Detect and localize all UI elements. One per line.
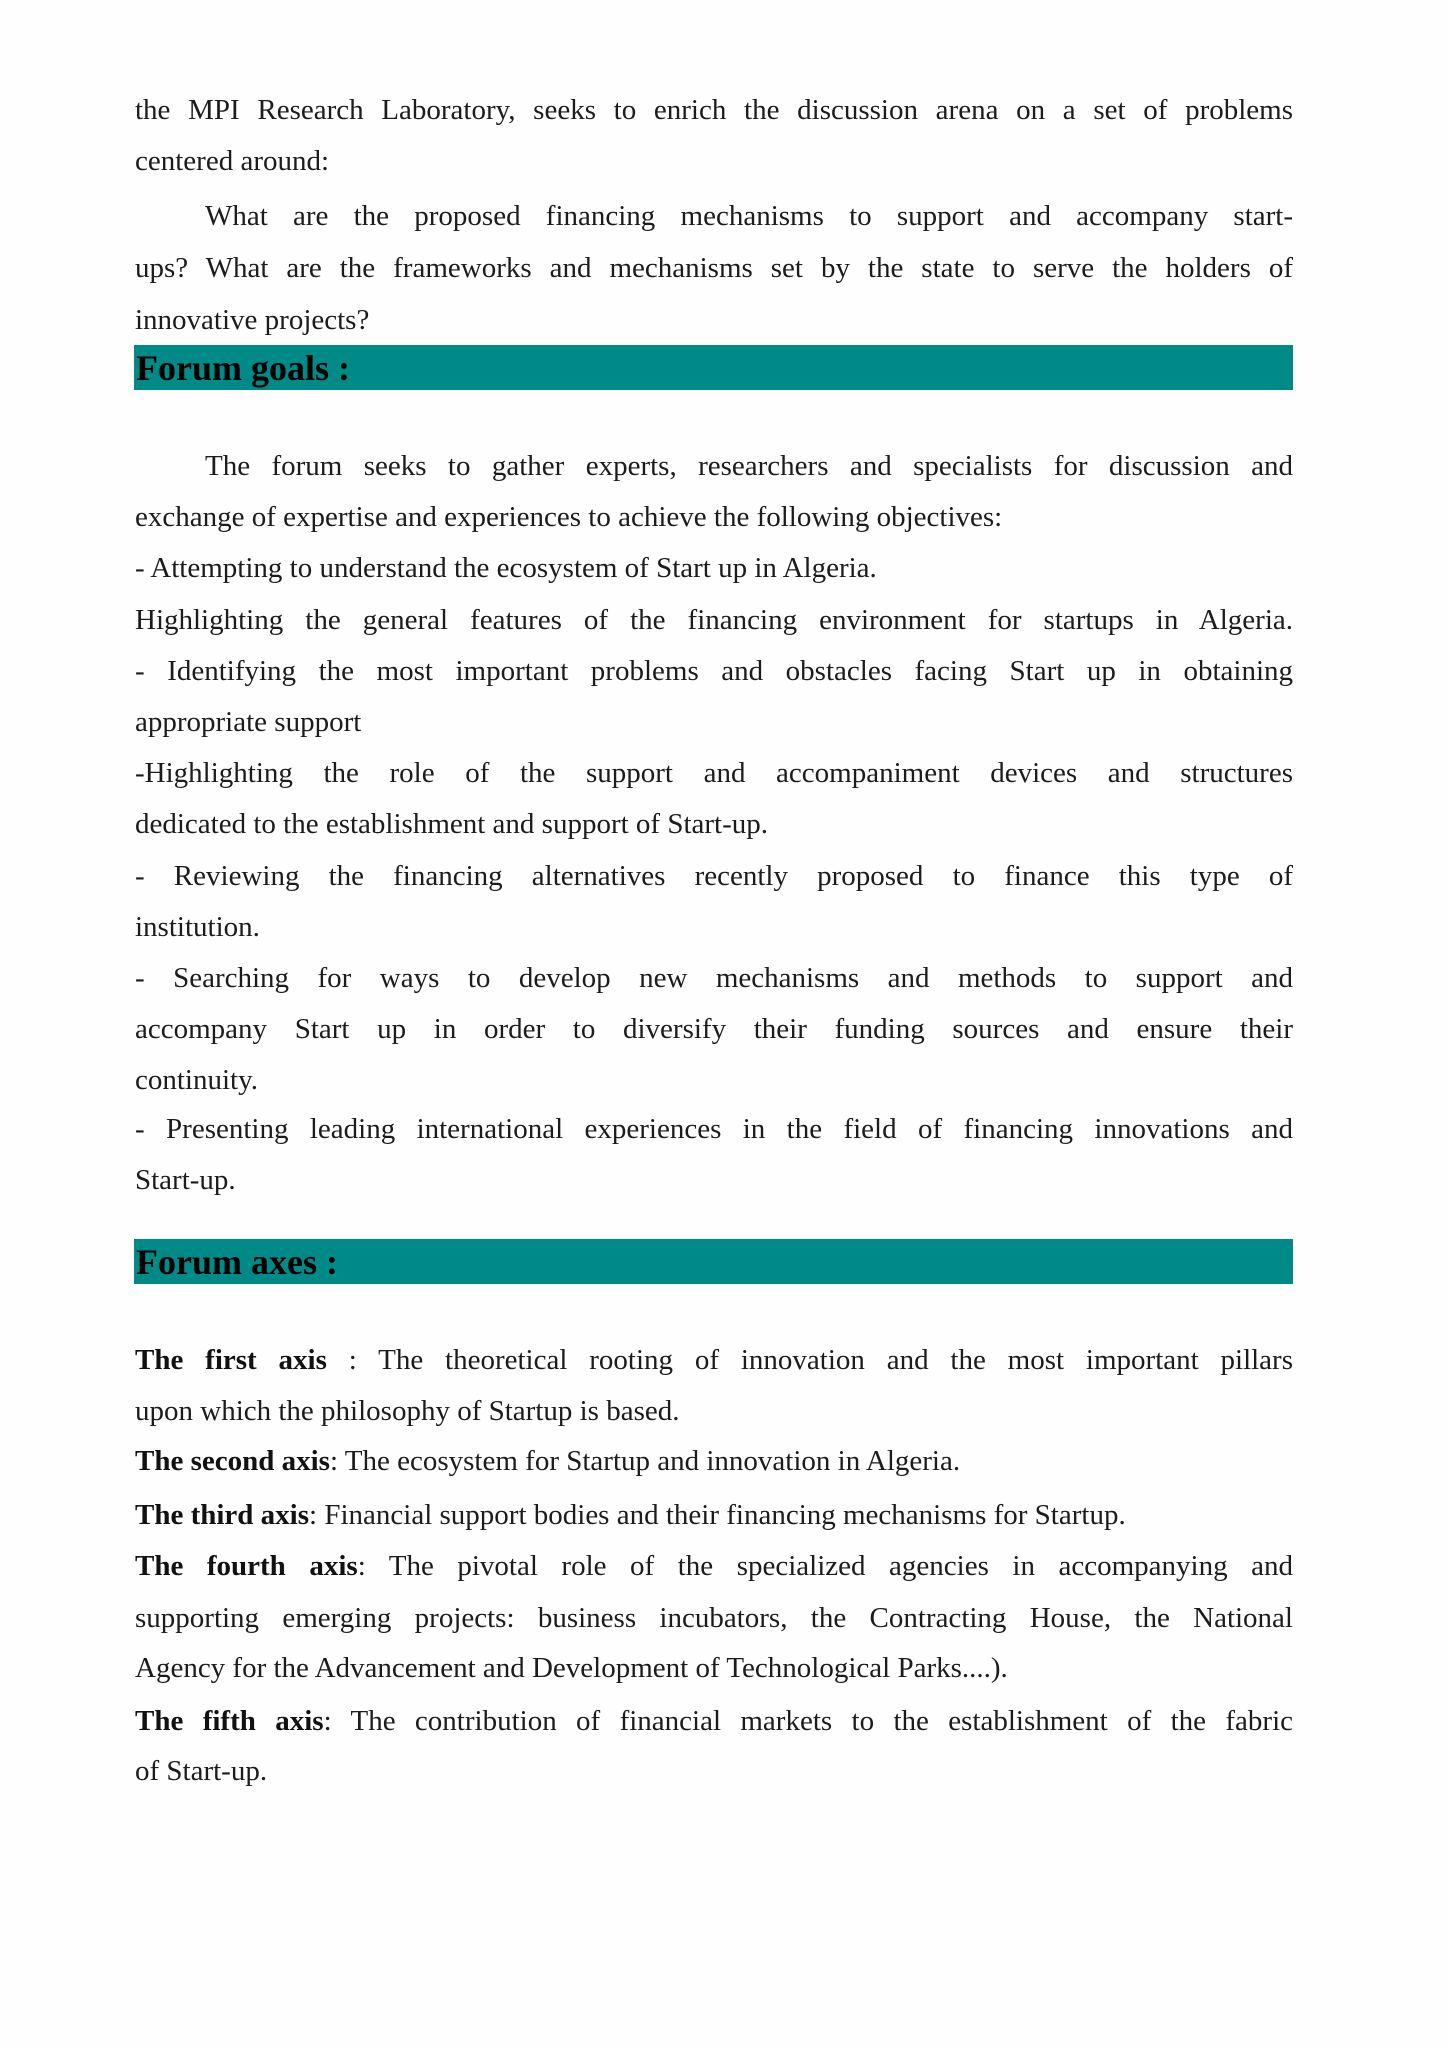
axis-first-line-1 bbox=[135, 1342, 1293, 1378]
axis-third-separator: : bbox=[309, 1499, 325, 1531]
axis-fourth-line-2: supporting emerging projects: business incubators, the Contracting House, the National bbox=[135, 1602, 1293, 1634]
goals-item-ecosystem: - Attempting to understand the ecosystem of Start up in Algeria. bbox=[135, 552, 877, 584]
goals-item-support-role-1: -Highlighting the role of the support and accompaniment devices and structures bbox=[135, 757, 1293, 789]
goals-line-1: The forum seeks to gather experts, researchers and specialists for discussion and bbox=[205, 450, 1293, 482]
forum-goals-heading-bar bbox=[134, 345, 1293, 390]
axis-fourth-separator: : bbox=[357, 1550, 389, 1582]
forum-axes-heading: Forum axes : bbox=[136, 1242, 338, 1282]
question-line-1: What are the proposed financing mechanisms to support and accompany start- bbox=[205, 200, 1293, 232]
intro-line-2: centered around: bbox=[135, 145, 330, 177]
axis-fourth-line-1 bbox=[135, 1548, 1293, 1584]
axis-first-separator: : bbox=[326, 1344, 379, 1376]
question-line-3: innovative projects? bbox=[135, 304, 370, 336]
axis-third-text: Financial support bodies and their financing mechanisms for Startup. bbox=[324, 1499, 1126, 1531]
goals-item-support-role-2: dedicated to the establishment and support of Start-up. bbox=[135, 808, 769, 840]
axis-fifth-separator: : bbox=[323, 1705, 351, 1737]
axis-second-text: The ecosystem for Startup and innovation in Algeria. bbox=[344, 1445, 961, 1477]
goals-item-obstacles-2: appropriate support bbox=[135, 706, 362, 738]
goals-item-alternatives-1: - Reviewing the financing alternatives recently proposed to finance this type of bbox=[135, 860, 1293, 892]
axis-second-label: The second axis bbox=[135, 1445, 330, 1477]
goals-item-obstacles-1: - Identifying the most important problems and obstacles facing Start up in obtaining bbox=[135, 655, 1293, 687]
axis-first-text: The theoretical rooting of innovation and the most important pillars bbox=[378, 1344, 1294, 1376]
goals-item-new-mechanisms-2: accompany Start up in order to diversify their funding sources and ensure their bbox=[135, 1013, 1293, 1045]
goals-item-new-mechanisms-3: continuity. bbox=[135, 1064, 258, 1096]
axis-first-line-2: upon which the philosophy of Startup is based. bbox=[135, 1395, 680, 1427]
axis-second-line bbox=[135, 1443, 1293, 1479]
goals-item-international-1: - Presenting leading international experiences in the field of financing innovations and bbox=[135, 1113, 1293, 1145]
axis-third-line bbox=[135, 1497, 1293, 1533]
axis-fourth-text: The pivotal role of the specialized agencies in accompanying and bbox=[388, 1550, 1293, 1582]
axis-fifth-line-1 bbox=[135, 1703, 1293, 1739]
goals-item-alternatives-2: institution. bbox=[135, 911, 260, 943]
goals-item-international-2: Start-up. bbox=[135, 1164, 236, 1196]
goals-line-2: exchange of expertise and experiences to achieve the following objectives: bbox=[135, 501, 1003, 533]
axis-first-label: The first axis bbox=[135, 1344, 327, 1376]
intro-line-1: the MPI Research Laboratory, seeks to enrich the discussion arena on a set of problems bbox=[135, 94, 1293, 126]
question-line-2: ups? What are the frameworks and mechanisms set by the state to serve the holders of bbox=[135, 252, 1293, 284]
axis-second-separator: : bbox=[329, 1445, 345, 1477]
axis-fourth-line-3: Agency for the Advancement and Development of Technological Parks....). bbox=[135, 1652, 1008, 1684]
goals-item-new-mechanisms-1: - Searching for ways to develop new mechanisms and methods to support and bbox=[135, 962, 1293, 994]
goals-item-financing-environment: Highlighting the general features of the financing environment for startups in Algeria. bbox=[135, 604, 1293, 636]
axis-third-label: The third axis bbox=[135, 1499, 310, 1531]
axis-fifth-line-2: of Start-up. bbox=[135, 1755, 268, 1787]
axis-fourth-label: The fourth axis bbox=[135, 1550, 358, 1582]
forum-goals-heading: Forum goals : bbox=[136, 348, 350, 388]
axis-fifth-label: The fifth axis bbox=[135, 1705, 324, 1737]
axis-fifth-text: The contribution of financial markets to the establishment of the fabric bbox=[350, 1705, 1294, 1737]
forum-axes-heading-bar bbox=[134, 1239, 1293, 1284]
